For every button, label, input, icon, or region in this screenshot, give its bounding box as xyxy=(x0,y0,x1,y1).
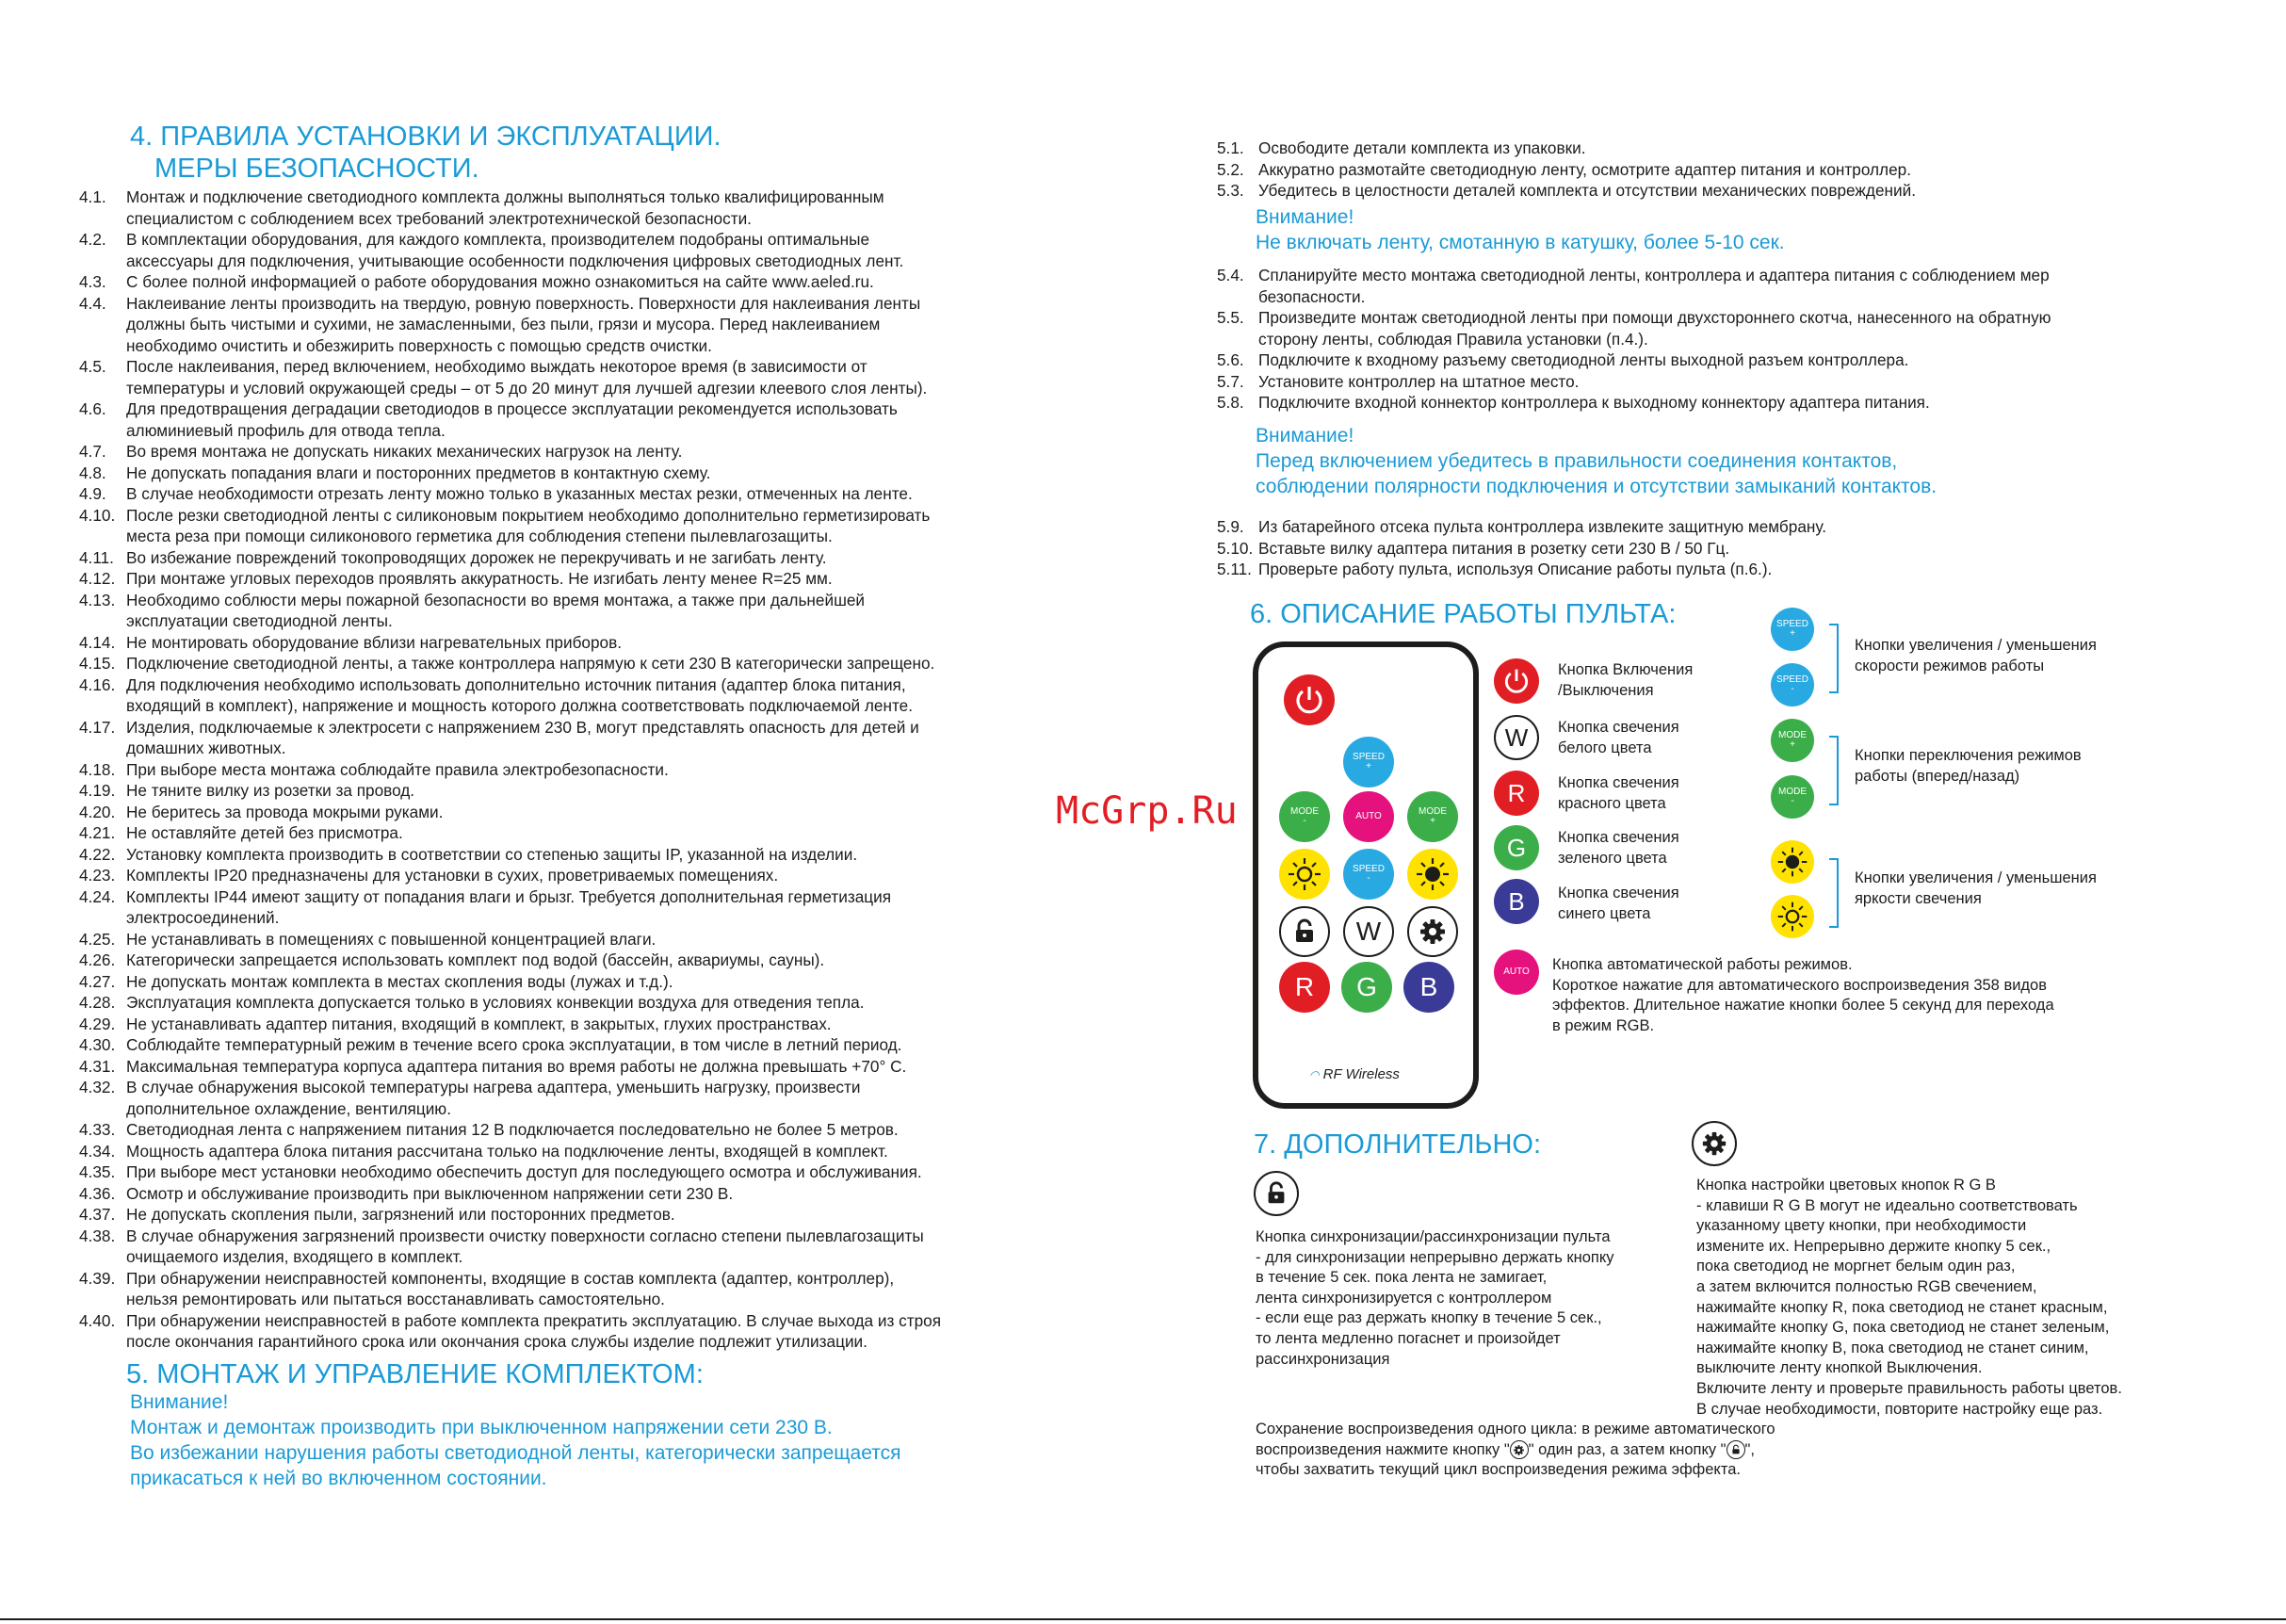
mode-bracket xyxy=(1829,736,1839,805)
item-number: 4.15. xyxy=(79,654,116,673)
text-line: рассинхронизация xyxy=(1256,1350,1390,1368)
item-text xyxy=(126,759,669,781)
item-text xyxy=(126,187,884,229)
item-text-line: Не устанавливать адаптер питания, входящий в комплект, в закрытых, глухих пространствах. xyxy=(126,1014,832,1033)
remote-speed-up-button: SPEED + xyxy=(1343,737,1394,788)
item-number: 5.11. xyxy=(1217,560,1252,578)
item-number: 4.16. xyxy=(79,674,116,694)
item-text xyxy=(126,547,827,569)
item-text xyxy=(126,1141,888,1162)
text-line: Во избежании нарушения работы светодиодной ленты, категорически запрещается xyxy=(130,1442,901,1464)
text-line: яркости свечения xyxy=(1855,889,1982,907)
item-text xyxy=(126,1161,922,1183)
item-number: 4.25. xyxy=(79,929,116,949)
item-text xyxy=(1258,538,1729,560)
legend-speed-up-icon: SPEED + xyxy=(1771,608,1814,651)
item-text-line: Из батарейного отсека пульта контроллера извлеките защитную мембрану. xyxy=(1258,517,1827,536)
item-number: 5.2. xyxy=(1217,159,1244,179)
item-number: 4.1. xyxy=(79,187,106,206)
item-text xyxy=(126,271,874,293)
sun-bright-icon xyxy=(1414,855,1451,893)
item-number: 4.36. xyxy=(79,1183,116,1203)
sync-button-description xyxy=(1256,1227,1614,1370)
item-number: 5.7. xyxy=(1217,371,1244,391)
item-text-line: Убедитесь в целостности деталей комплекта и отсутствии механических повреждений. xyxy=(1258,181,1916,200)
item-text-line: Наклеивание ленты производить на твердую, ровную поверхность. Поверхности для наклеивания ленты xyxy=(126,293,921,313)
item-number: 4.12. xyxy=(79,569,116,588)
text-line: Короткое нажатие для автоматического воспроизведения 358 видов xyxy=(1552,976,2047,994)
item-text-line: Для подключения необходимо использовать дополнительно источник питания (адаптер блока питания, xyxy=(126,674,906,694)
item-text-line: При выборе мест установки необходимо обеспечить доступ для последующего осмотра и обслуживания. xyxy=(126,1162,922,1181)
item-number: 4.28. xyxy=(79,993,116,1012)
remote-rgb-settings-button xyxy=(1407,906,1458,957)
brightness-bracket xyxy=(1829,858,1839,928)
item-text xyxy=(1258,516,1826,538)
item-text-line: Эксплуатация комплекта допускается только в условиях конвекции воздуха для отведения тепла. xyxy=(126,993,865,1012)
item-number: 4.9. xyxy=(79,484,106,503)
item-number: 4.24. xyxy=(79,886,116,906)
page-bottom-rule xyxy=(0,1618,2286,1620)
section4-title-line2: МЕРЫ БЕЗОПАСНОСТИ. xyxy=(154,154,479,184)
item-number: 4.33. xyxy=(79,1120,116,1139)
legend-red-icon: R xyxy=(1494,771,1539,816)
item-text xyxy=(126,1268,894,1310)
item-text-line: места реза при помощи силиконового герметика для соблюдения степени пылевлагозащиты. xyxy=(126,527,833,545)
item-text xyxy=(126,1034,901,1056)
speed-bracket xyxy=(1829,624,1839,693)
inline-lock-icon xyxy=(1727,1440,1745,1459)
remote-blue-button: B xyxy=(1403,962,1454,1013)
item-text xyxy=(126,1183,733,1205)
item-text-line: Для предотвращения деградации светодиодов в процессе эксплуатации рекомендуется использовать xyxy=(126,399,898,418)
item-text-line: Не тяните вилку из розетки за провод. xyxy=(126,781,415,800)
item-text-line: дополнительное охлаждение, вентиляцию. xyxy=(126,1098,451,1118)
text-line: Кнопка свечения xyxy=(1558,829,1679,846)
legend-auto-icon: AUTO xyxy=(1494,950,1539,995)
remote-mode-plus-button: MODE + xyxy=(1407,791,1458,842)
text-line: в режим RGB. xyxy=(1552,1016,1655,1034)
item-text xyxy=(126,356,927,398)
item-text-line: Мощность адаптера блока питания рассчитана только на подключение ленты, входящей в комплект. xyxy=(126,1141,888,1161)
item-number: 5.3. xyxy=(1217,181,1244,200)
item-text xyxy=(126,717,919,759)
item-text-line: очищаемого изделия, входящего в комплект. xyxy=(126,1247,463,1266)
text-line: Внимание! xyxy=(1256,425,1354,447)
legend-green-icon: G xyxy=(1494,825,1539,870)
item-text xyxy=(126,674,913,717)
remote-brightness-up-button xyxy=(1407,849,1458,900)
item-number: 4.13. xyxy=(79,590,116,609)
item-text xyxy=(126,483,913,505)
item-text-line: Проверьте работу пульта, используя Описание работы пульта (п.6.). xyxy=(1258,560,1773,578)
text-line: скорости режимов работы xyxy=(1855,657,2045,674)
item-text-line: Установите контроллер на штатное место. xyxy=(1258,371,1580,391)
item-text xyxy=(1258,349,1908,371)
item-text xyxy=(126,441,682,463)
text-line: измените их. Непрерывно держите кнопку 5 сек., xyxy=(1696,1237,2051,1255)
item-number: 4.26. xyxy=(79,950,116,969)
item-number: 4.37. xyxy=(79,1205,116,1224)
remote-auto-button: AUTO xyxy=(1343,791,1394,842)
item-text-line: после окончания гарантийного срока или окончания срока службы изделие подлежит утилизации. xyxy=(126,1332,867,1351)
item-text-line: Светодиодная лента с напряжением питания 12 В подключается последовательно не более 5 метров. xyxy=(126,1120,899,1139)
legend-brightness-down-icon xyxy=(1771,895,1814,938)
legend-g-text xyxy=(1558,828,1679,869)
item-text xyxy=(1258,371,1579,393)
text-line: Кнопки увеличения / уменьшения xyxy=(1855,869,2097,886)
item-text-line: Максимальная температура корпуса адаптера питания во время работы не должна превышать +70° С. xyxy=(126,1056,907,1076)
item-text xyxy=(1258,559,1772,580)
legend-brightness-up-icon xyxy=(1771,840,1814,884)
item-text-line: Вставьте вилку адаптера питания в розетку сети 230 В / 50 Гц. xyxy=(1258,538,1730,558)
item-text xyxy=(126,1014,832,1035)
item-number: 5.6. xyxy=(1217,350,1244,369)
item-number: 4.34. xyxy=(79,1141,116,1161)
remote-control-illustration xyxy=(1253,641,1479,1109)
item-number: 4.29. xyxy=(79,1014,116,1033)
save-line-3: чтобы захватить текущий цикл воспроизведения режима эффекта. xyxy=(1256,1461,1741,1479)
item-text-line: должны быть чистыми и сухими, не замасленными, без пыли, грязи и мусора. Перед наклеиванием xyxy=(126,315,881,333)
item-text xyxy=(126,463,710,484)
section7-gear-icon xyxy=(1692,1121,1737,1166)
rf-wireless-label: ◠ RF Wireless xyxy=(1309,1066,1400,1082)
item-text xyxy=(1258,265,2050,307)
item-text-line: безопасности. xyxy=(1258,286,1366,306)
item-text xyxy=(126,229,903,271)
item-text-line: Не беритесь за провода мокрыми руками. xyxy=(126,802,444,821)
section5-warning-3 xyxy=(1256,423,1937,499)
item-number: 4.8. xyxy=(79,463,106,482)
item-text xyxy=(126,653,934,674)
legend-mode-minus-icon: MODE - xyxy=(1771,775,1814,819)
rgb-settings-description xyxy=(1696,1176,2122,1420)
item-text-line: В случае обнаружения загрязнений произвести очистку поверхности согласно степени пылевлагозащиты xyxy=(126,1226,924,1245)
item-text-line: Установку комплекта производить в соответствии со степенью защиты IP, указанной на изделии. xyxy=(126,844,858,864)
item-text xyxy=(126,1204,675,1226)
remote-speed-down-button: SPEED - xyxy=(1343,849,1394,900)
item-text xyxy=(126,1077,860,1119)
item-number: 5.10. xyxy=(1217,538,1254,558)
text-line: Кнопка свечения xyxy=(1558,774,1679,791)
text-line: - клавиши R G B могут не идеально соответствовать xyxy=(1696,1196,2078,1214)
item-text xyxy=(126,780,414,802)
item-number: 4.27. xyxy=(79,971,116,991)
legend-r-text xyxy=(1558,773,1679,814)
section5-warning-2 xyxy=(1256,204,1785,255)
item-number: 4.38. xyxy=(79,1226,116,1245)
legend-right-text xyxy=(1855,746,2082,787)
item-number: 4.31. xyxy=(79,1056,116,1076)
section7-title: 7. ДОПОЛНИТЕЛЬНО: xyxy=(1254,1129,1542,1160)
item-text-line: Не устанавливать в помещениях с повышенной концентрацией влаги. xyxy=(126,929,657,949)
item-text xyxy=(126,992,864,1014)
wifi-icon: ◠ xyxy=(1309,1068,1320,1081)
legend-speed-down-icon: SPEED - xyxy=(1771,663,1814,706)
item-text xyxy=(126,802,443,823)
item-text xyxy=(126,886,891,929)
text-line: красного цвета xyxy=(1558,794,1666,812)
text-line: Кнопка автоматической работы режимов. xyxy=(1552,956,1853,973)
item-number: 4.14. xyxy=(79,632,116,652)
section5-warning-1 xyxy=(130,1389,900,1491)
item-text xyxy=(126,929,656,950)
item-number: 4.23. xyxy=(79,866,116,885)
legend-blue-icon: B xyxy=(1494,879,1539,924)
item-text-line: Соблюдайте температурный режим в течение всего срока эксплуатации, в том числе в летний период. xyxy=(126,1035,902,1054)
item-text-line: Подключите входной коннектор контроллера к выходному коннектору адаптера питания. xyxy=(1258,393,1930,412)
item-text-line: При выборе места монтажа соблюдайте правила электробезопасности. xyxy=(126,759,669,779)
item-text-line: Не допускать монтаж комплекта в местах скопления воды (лужах и т.д.). xyxy=(126,971,673,991)
item-text-line: В случае необходимости отрезать ленту можно только в указанных местах резки, отмеченных на ленте. xyxy=(126,484,913,503)
item-text-line: специалистом с соблюдением всех требований электротехнической безопасности. xyxy=(126,208,752,228)
item-text-line: Не оставляйте детей без присмотра. xyxy=(126,823,403,842)
item-text-line: Осмотр и обслуживание производить при выключенном напряжении сети 230 В. xyxy=(126,1183,734,1203)
item-text xyxy=(126,865,778,886)
legend-mode-plus-icon: MODE + xyxy=(1771,719,1814,762)
item-number: 4.3. xyxy=(79,272,106,291)
item-number: 5.8. xyxy=(1217,393,1244,412)
text-line: соблюдении полярности подключения и отсутствии замыканий контактов. xyxy=(1256,476,1937,497)
item-text xyxy=(1258,159,1911,181)
text-line: выключите ленту кнопкой Выключения. xyxy=(1696,1359,1983,1377)
item-text-line: Комплекты IP20 предназначены для установки в сухих, проветриваемых помещениях. xyxy=(126,866,779,885)
text-line: Кнопка свечения xyxy=(1558,719,1679,736)
item-text-line: Не монтировать оборудование вблизи нагревательных приборов. xyxy=(126,632,622,652)
item-text-line: При обнаружении неисправностей в работе комплекта прекратить эксплуатацию. В случае выхода из строя xyxy=(126,1310,942,1330)
item-text xyxy=(126,505,930,547)
item-number: 4.2. xyxy=(79,230,106,249)
item-text-line: Аккуратно размотайте светодиодную ленту, осмотрите адаптер питания и контроллер. xyxy=(1258,159,1911,179)
item-text-line: домашних животных. xyxy=(126,739,286,757)
legend-b-text xyxy=(1558,884,1679,924)
text-line: эффектов. Длительное нажатие кнопки более 5 секунд для перехода xyxy=(1552,997,2054,1015)
text-line: то лента медленно погаснет и произойдет xyxy=(1256,1329,1561,1347)
item-text-line: После наклеивания, перед включением, необходимо выждать некоторое время (в зависимости от xyxy=(126,357,867,376)
item-text xyxy=(1258,138,1586,159)
section5-title: 5. МОНТАЖ И УПРАВЛЕНИЕ КОМПЛЕКТОМ: xyxy=(126,1359,704,1389)
item-text-line: Категорически запрещается использовать комплект под водой (бассейн, аквариумы, сауны). xyxy=(126,950,825,969)
item-text xyxy=(126,293,920,357)
text-line: нажимайте кнопку R, пока светодиод не станет красным, xyxy=(1696,1298,2108,1316)
item-text xyxy=(126,950,824,971)
text-line: синего цвета xyxy=(1558,904,1651,922)
item-text-line: При монтаже угловых переходов проявлять аккуратность. Не изгибать ленту менее R=25 мм. xyxy=(126,569,833,588)
item-text xyxy=(126,398,898,441)
text-line: Включите ленту и проверьте правильность работы цветов. xyxy=(1696,1379,2122,1397)
item-number: 4.35. xyxy=(79,1162,116,1181)
power-icon xyxy=(1292,683,1326,717)
remote-brightness-down-button xyxy=(1279,849,1330,900)
text-line: указанному цвету кнопки, при необходимости xyxy=(1696,1217,2027,1235)
item-text-line: Не допускать скопления пыли, загрязнений или посторонних предметов. xyxy=(126,1205,675,1224)
item-text-line: При обнаружении неисправностей компоненты, входящие в состав комплекта (адаптер, контроллер), xyxy=(126,1268,895,1288)
text-line: Не включать ленту, смотанную в катушку, более 5-10 сек. xyxy=(1256,232,1785,253)
item-text-line: эксплуатации светодиодной ленты. xyxy=(126,611,393,630)
item-number: 4.22. xyxy=(79,844,116,864)
text-line: Кнопки переключения режимов xyxy=(1855,747,2082,764)
text-line: а затем включится полностью RGB свечением, xyxy=(1696,1277,2037,1295)
text-line: Кнопки увеличения / уменьшения xyxy=(1855,637,2097,654)
item-text xyxy=(126,1226,924,1268)
item-text-line: Произведите монтаж светодиодной ленты при помощи двухстороннего скотча, нанесенного на обратную xyxy=(1258,308,2051,327)
watermark: McGrp.Ru xyxy=(1056,789,1238,833)
item-text xyxy=(126,1310,941,1353)
text-line: Перед включением убедитесь в правильности соединения контактов, xyxy=(1256,450,1898,472)
sun-dim-icon xyxy=(1286,855,1323,893)
text-line: пока светодиод не моргнет белым один раз, xyxy=(1696,1258,2016,1275)
item-number: 4.17. xyxy=(79,717,116,737)
item-number: 4.19. xyxy=(79,781,116,800)
item-text-line: В комплектации оборудования, для каждого комплекта, производителем подобраны оптимальные xyxy=(126,230,870,249)
item-number: 4.21. xyxy=(79,823,116,842)
legend-right-text xyxy=(1855,869,2097,909)
item-number: 4.20. xyxy=(79,802,116,821)
item-text-line: электросоединений. xyxy=(126,908,280,927)
item-number: 4.6. xyxy=(79,399,106,418)
text-line: лента синхронизируется с контроллером xyxy=(1256,1289,1552,1307)
item-text-line: Спланируйте место монтажа светодиодной ленты, контроллера и адаптера питания с соблюдением мер xyxy=(1258,266,2050,284)
item-text-line: Подключите к входному разъему светодиодной ленты выходной разъем контроллера. xyxy=(1258,350,1909,369)
text-line: прикасаться к ней во включенном состоянии. xyxy=(130,1468,547,1489)
item-text xyxy=(1258,180,1916,202)
item-text-line: Комплекты IP44 имеют защиту от попадания влаги и брызг. Требуется дополнительная герметизация xyxy=(126,886,892,906)
text-line: Внимание! xyxy=(130,1391,229,1413)
save-cycle-text xyxy=(1256,1420,1775,1481)
text-line: в течение 5 сек. пока лента не замигает, xyxy=(1256,1269,1548,1287)
item-text xyxy=(126,971,673,993)
text-line: нажимайте кнопку B, пока светодиод не станет синим, xyxy=(1696,1339,2089,1356)
text-line: зеленого цвета xyxy=(1558,849,1667,867)
item-text-line: необходимо очистить и обезжирить поверхность с помощью средств очистки. xyxy=(126,335,712,355)
item-text xyxy=(126,568,833,590)
remote-red-button: R xyxy=(1279,962,1330,1013)
item-text xyxy=(126,590,865,632)
remote-mode-minus-button: MODE - xyxy=(1279,791,1330,842)
item-text xyxy=(1258,307,2051,349)
item-number: 4.10. xyxy=(79,505,116,525)
remote-green-button: G xyxy=(1341,962,1392,1013)
item-text-line: Необходимо соблюсти меры пожарной безопасности во время монтажа, а также при дальнейшей xyxy=(126,590,866,609)
item-text-line: входящий в комплект), напряжение и мощность которого должна соответствовать подключаемой ленте. xyxy=(126,696,913,715)
section7-lock-icon xyxy=(1254,1171,1299,1216)
item-text-line: Подключение светодиодной ленты, а также контроллера напрямую к сети 230 В категорически запрещено. xyxy=(126,654,935,673)
gear-icon xyxy=(1418,917,1448,947)
item-text xyxy=(1258,392,1930,414)
item-number: 4.30. xyxy=(79,1035,116,1054)
section4-title-line1: 4. ПРАВИЛА УСТАНОВКИ И ЭКСПЛУАТАЦИИ. xyxy=(130,122,721,152)
item-text xyxy=(126,822,403,844)
item-number: 4.7. xyxy=(79,442,106,461)
item-text-line: Изделия, подключаемые к электросети с напряжением 230 В, могут представлять опасность для детей и xyxy=(126,717,919,737)
item-text-line: Не допускать попадания влаги и посторонних предметов в контактную схему. xyxy=(126,463,711,482)
item-text-line: Освободите детали комплекта из упаковки. xyxy=(1258,138,1586,157)
item-text xyxy=(126,1119,899,1141)
item-number: 5.4. xyxy=(1217,266,1244,284)
legend-power-icon xyxy=(1494,658,1539,704)
item-number: 4.39. xyxy=(79,1268,116,1288)
text-line: - для синхронизации непрерывно держать кнопку xyxy=(1256,1248,1614,1266)
text-line: Кнопка синхронизации/рассинхронизации пульта xyxy=(1256,1228,1611,1245)
text-line: Монтаж и демонтаж производить при выключенном напряжении сети 230 В. xyxy=(130,1417,833,1438)
item-text-line: Во время монтажа не допускать никаких механических нагрузок на ленту. xyxy=(126,442,683,461)
item-text xyxy=(126,1056,906,1078)
item-text-line: В случае обнаружения высокой температуры нагрева адаптера, уменьшить нагрузку, произвести xyxy=(126,1078,861,1096)
item-text-line: температуры и условий окружающей среды – от 5 до 20 минут для лучшей адгезии клеевого слоя ленты). xyxy=(126,378,928,398)
save-line-2: воспроизведения нажмите кнопку " " один раз, а затем кнопку " ", xyxy=(1256,1440,1755,1458)
remote-sync-button xyxy=(1279,906,1330,957)
item-text xyxy=(126,844,857,866)
legend-w-text xyxy=(1558,718,1679,758)
item-text-line: После резки светодиодной ленты с силиконовым покрытием необходимо дополнительно герметизировать xyxy=(126,505,931,525)
item-number: 4.4. xyxy=(79,293,106,313)
lock-icon xyxy=(1290,918,1319,946)
text-line: белого цвета xyxy=(1558,739,1652,756)
item-number: 5.1. xyxy=(1217,138,1244,157)
remote-white-button: W xyxy=(1343,906,1394,957)
text-line: В случае необходимости, повторите настройку еще раз. xyxy=(1696,1400,2103,1418)
item-number: 5.9. xyxy=(1217,517,1244,536)
item-number: 4.18. xyxy=(79,759,116,779)
text-line: Кнопка Включения xyxy=(1558,661,1694,678)
save-line-1: Сохранение воспроизведения одного цикла: в режиме автоматического xyxy=(1256,1421,1775,1437)
item-text-line: Во избежание повреждений токопроводящих дорожек не перекручивать и не загибать ленту. xyxy=(126,547,827,567)
item-number: 4.32. xyxy=(79,1078,116,1096)
legend-white-icon: W xyxy=(1494,715,1539,760)
inline-gear-icon xyxy=(1510,1440,1529,1459)
text-line: Внимание! xyxy=(1256,206,1354,228)
text-line: /Выключения xyxy=(1558,681,1654,699)
text-line: Кнопка настройки цветовых кнопок R G B xyxy=(1696,1177,1996,1194)
item-text-line: аксессуары для подключения, учитывающие особенности подключения цифровых светодиодных лент. xyxy=(126,251,904,270)
item-number: 5.5. xyxy=(1217,308,1244,327)
section6-title: 6. ОПИСАНИЕ РАБОТЫ ПУЛЬТА: xyxy=(1250,599,1677,629)
item-text-line: алюминиевый профиль для отвода тепла. xyxy=(126,420,446,440)
text-line: Кнопка свечения xyxy=(1558,885,1679,901)
item-text-line: нельзя ремонтировать или пытаться восстанавливать самостоятельно. xyxy=(126,1290,665,1308)
auto-button-description xyxy=(1552,955,2054,1036)
item-text-line: Монтаж и подключение светодиодного комплекта должны выполняться только квалифицированным xyxy=(126,187,884,206)
text-line: - если еще раз держать кнопку в течение 5 сек., xyxy=(1256,1309,1602,1327)
legend-right-text xyxy=(1855,636,2097,676)
item-number: 4.5. xyxy=(79,357,106,376)
text-line: нажимайте кнопку G, пока светодиод не станет зеленым, xyxy=(1696,1319,2110,1337)
remote-power-button xyxy=(1284,674,1335,725)
item-number: 4.40. xyxy=(79,1310,116,1330)
item-number: 4.11. xyxy=(79,547,114,567)
item-text-line: С более полной информацией о работе оборудования можно ознакомиться на сайте www.aeled.ru. xyxy=(126,272,874,291)
legend-power-text xyxy=(1558,660,1693,701)
item-text-line: сторону ленты, соблюдая Правила установки (п.4.). xyxy=(1258,329,1648,349)
item-text xyxy=(126,632,622,654)
text-line: работы (вперед/назад) xyxy=(1855,767,2020,785)
